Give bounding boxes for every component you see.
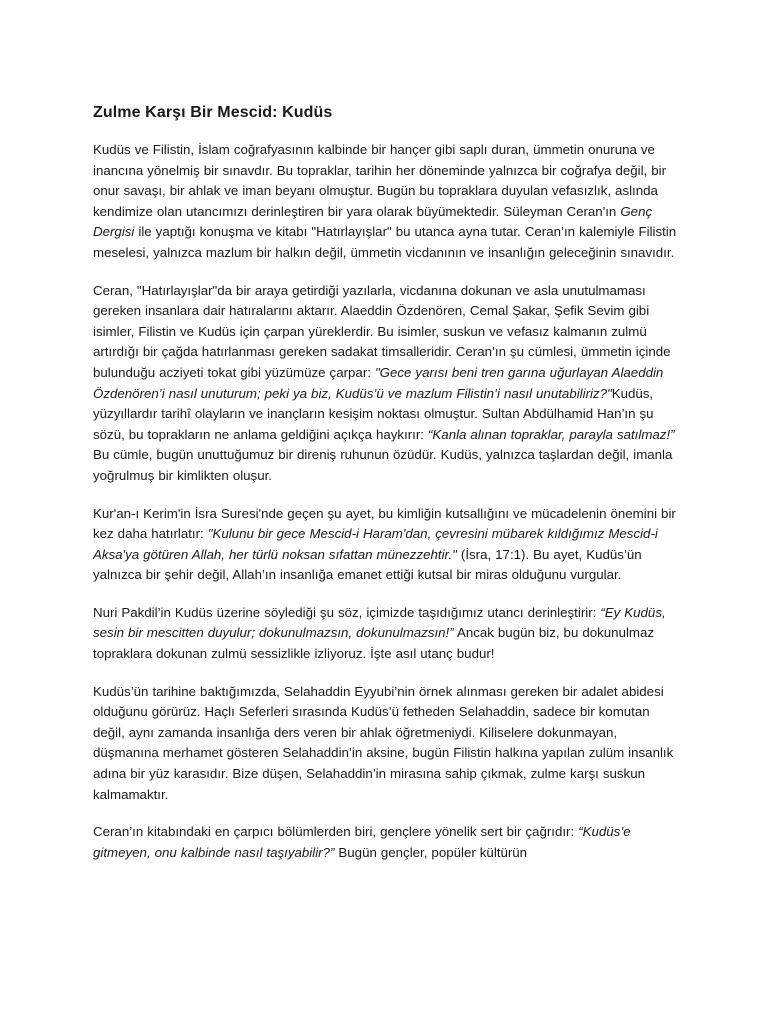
- document-title: Zulme Karşı Bir Mescid: Kudüs: [93, 104, 333, 121]
- italic-quote: Genç Dergisi: [93, 203, 653, 240]
- text-run: Bugün gençler, popüler kültürün: [334, 844, 528, 860]
- paragraph: [93, 682, 681, 806]
- text-run: ile yaptığı konuşma ve kitabı "Hatırlayışlar" bu utanca ayna tutar. Ceran’ın kalemiyle Filistin meselesi, yalnızca mazlum bir halkın değil, ümmetin vicdanının ve insanlığın geleceğinin sınavıdır.: [93, 224, 677, 260]
- document-body: [93, 140, 681, 863]
- italic-quote: “Ey Kudüs, sesin bir mescitten duyulur; dokunulmazsın, dokunulmazsın!”: [93, 604, 666, 641]
- document-page: [93, 103, 681, 863]
- text-run: Kur'an-ı Kerim'in İsra Suresi'nde geçen şu ayet, bu kimliğin kutsallığını ve mücadelenin önemini bir kez daha hatırlatır:: [93, 505, 676, 542]
- text-run: (İsra, 17:1). Bu ayet, Kudüs’ün yalnızca bir şehir değil, Allah’ın insanlığa emanet ettiği kutsal bir miras olduğunu vurgular.: [93, 546, 642, 583]
- text-run: Ceran’ın kitabındaki en çarpıcı bölümlerden biri, gençlere yönelik sert bir çağrıdır:: [93, 824, 579, 840]
- italic-quote: “Kudüs’e gitmeyen, onu kalbinde nasıl taşıyabilir?”: [93, 824, 631, 860]
- paragraph: [93, 140, 681, 264]
- paragraph: [93, 281, 681, 487]
- text-run: Nuri Pakdil’in Kudüs üzerine söylediği şu söz, içimizde taşıdığımız utancı derinleştirir:: [93, 604, 601, 620]
- text-run: Kudüs’ün tarihine baktığımızda, Selahaddin Eyyubi’nin örnek alınması gereken bir adalet abidesi olduğunu görürüz. Haçlı Seferleri sırasında Kudüs’ü fetheden Selahaddin, sadece bir komutan değil, aynı zamanda insanlığa ders veren bir ahlak öğretmeniydi. Kiliselere dokunmayan, düşmanına merhamet gösteren Selahaddin’in aksine, bugün Filistin halkına yapılan zulüm insanlık adına bir yüz karasıdır. Bize düşen, Selahaddin’in mirasına sahip çıkmak, zulme karşı suskun kalmamaktır.: [93, 683, 674, 802]
- text-run: Ancak bugün biz, bu dokunulmaz topraklara dokunan zulmü sessizlikle izliyoruz. İşte asıl utanç budur!: [93, 625, 655, 662]
- paragraph: [93, 504, 681, 586]
- italic-quote: "Gece yarısı beni tren garına uğurlayan Alaeddin Özdenören’i nasıl unuturum; peki ya biz, Kudüs’ü ve mazlum Filistin’i nasıl unutabiliriz?": [93, 364, 664, 401]
- text-run: Kudüs ve Filistin, İslam coğrafyasının kalbinde bir hançer gibi saplı duran, ümmetin onuruna ve inancına yönelmiş bir sınavdır. Bu topraklar, tarihin her döneminde yalnızca bir coğrafya değil, bir onur savaşı, bir ahlak ve iman beyanı olmuştur. Bugün bu topraklara duyulan vefasızlık, aslında kendimize olan utancımızı derinleştiren bir yara olarak büyümektedir. Süleyman Ceran'ın: [93, 142, 667, 219]
- text-run: Ceran, "Hatırlayışlar"da bir araya getirdiği yazılarla, vicdanına dokunan ve asla unutulmaması gereken insanlara dair hatıralarını aktarır. Alaeddin Özdenören, Cemal Şakar, Şefik Sevim gibi isimler, Filistin ve Kudüs için çarpan yüreklerdir. Bu isimler, suskun ve vefasız kalmanın zulmü artırdığı bir çağda hatırlanması gereken sadakat timsalleridir. Ceran’ın şu cümlesi, ümmetin içinde bulunduğu acziyeti tokat gibi yüzümüze çarpar:: [93, 282, 671, 380]
- italic-quote: "Kulunu bir gece Mescid-i Haram'dan, çevresini mübarek kıldığımız Mescid-i Aksa'ya götüren Allah, her türlü noksan sıfattan münezzehtir.": [93, 526, 658, 562]
- italic-quote: “Kanla alınan topraklar, parayla satılmaz!”: [428, 426, 675, 442]
- paragraph: [93, 822, 681, 863]
- text-run: Bu cümle, bugün unuttuğumuz bir direniş ruhunun özüdür. Kudüs, yalnızca taşlardan değil, imanla yoğrulmuş bir kimlikten oluşur.: [93, 447, 673, 483]
- text-run: Kudüs, yüzyıllardır tarihî olayların ve inançların kesişim noktası olmuştur. Sultan Abdülhamid Han’ın şu sözü, bu toprakların ne anlama geldiğini açıkça haykırır:: [93, 385, 654, 442]
- paragraph: [93, 603, 681, 665]
